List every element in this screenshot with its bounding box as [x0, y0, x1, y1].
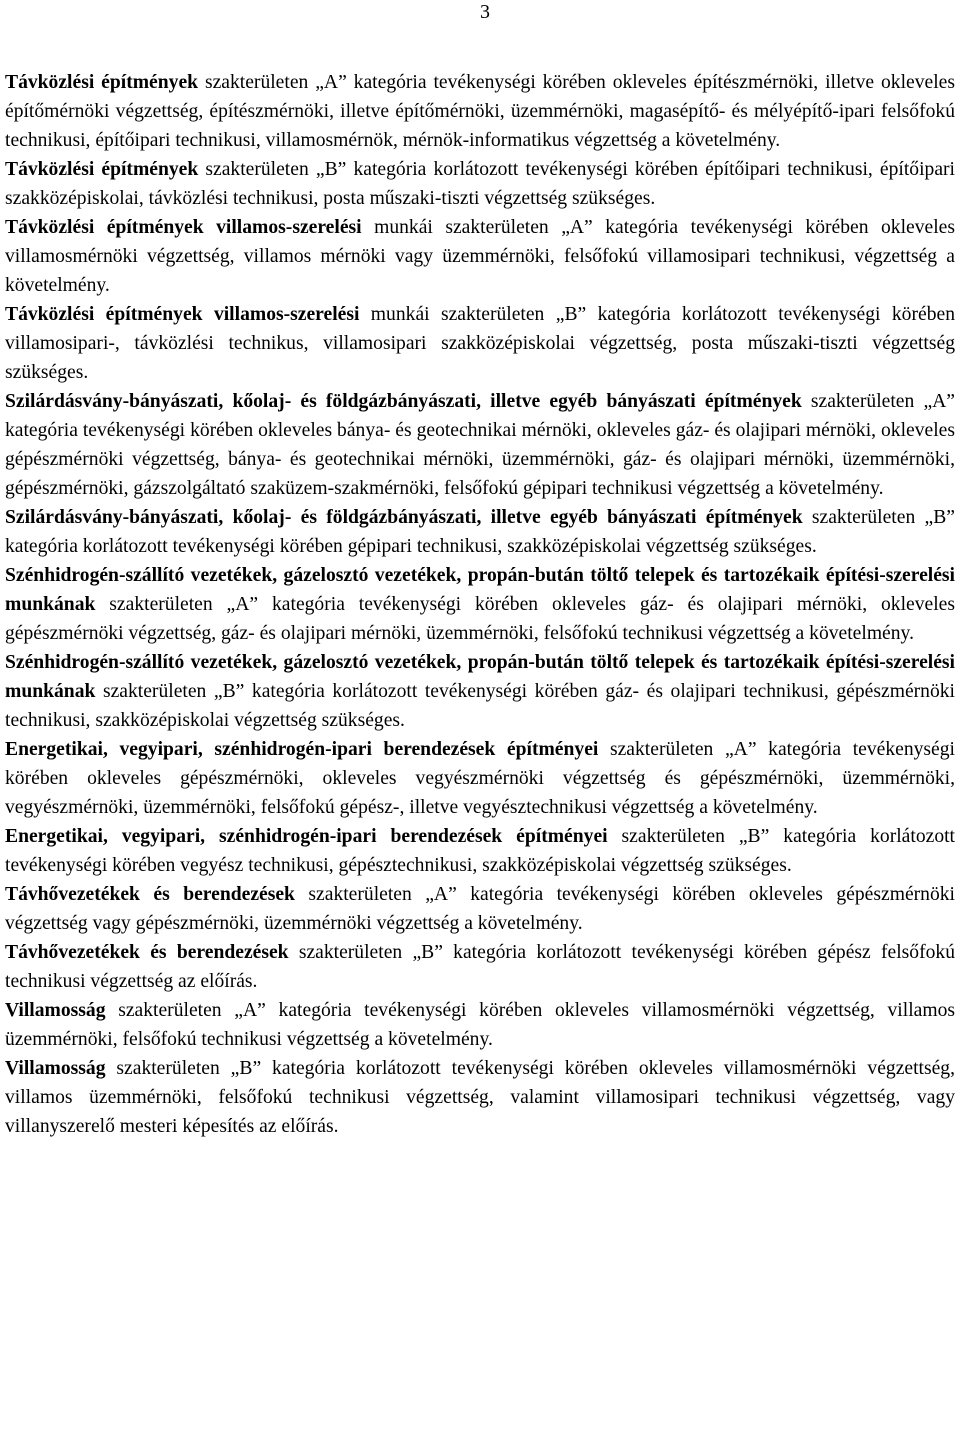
paragraph-heading: Szénhidrogén-szállító vezetékek, gázelosztó vezetékek, propán-bután töltő telepek és tartozékaik építési-szerelési munkának — [5, 652, 955, 702]
paragraph — [5, 735, 955, 822]
paragraph-heading: Energetikai, vegyipari, szénhidrogén-ipari berendezések építményei — [5, 739, 599, 760]
paragraph — [5, 880, 955, 938]
paragraph-text: szakterületen „A” kategória tevékenységi körében okleveles gáz- és olajipari mérnöki, okleveles gépészmérnöki végzettség, gáz- és olajipari mérnöki, üzemmérnöki, felsőfokú technikusi végzettség a követelmény. — [5, 594, 955, 644]
paragraph — [5, 387, 955, 503]
paragraph-text: szakterületen „A” kategória tevékenységi körében okleveles építészmérnöki, illetve okleveles építőmérnöki végzettség, építészmérnöki, illetve építőmérnöki, üzemmérnöki, magasépítő- és mélyépítő-ipari felsőfokú technikusi, építőipari technikusi, villamosmérnök, mérnök-informatikus végzettség a követelmény. — [5, 72, 955, 151]
paragraph — [5, 938, 955, 996]
paragraph-heading: Szilárdásvány-bányászati, kőolaj- és földgázbányászati, illetve egyéb bányászati építmények — [5, 391, 802, 412]
paragraph-text: szakterületen „A” kategória tevékenységi körében okleveles gépészmérnöki végzettség vagy gépészmérnöki, üzemmérnöki végzettség a követelmény. — [5, 884, 955, 934]
paragraph-heading: Szilárdásvány-bányászati, kőolaj- és földgázbányászati, illetve egyéb bányászati építmények — [5, 507, 803, 528]
paragraph-text: szakterületen „B” kategória korlátozott tevékenységi körében okleveles villamosmérnöki végzettség, villamos üzemmérnöki, felsőfokú technikusi végzettség, valamint villamosipari technikusi végzettség, vagy villanyszerelő mesteri képesítés az előírás. — [5, 1058, 955, 1137]
paragraph — [5, 213, 955, 300]
paragraph-heading: Távhővezetékek és berendezések — [5, 942, 289, 963]
paragraph — [5, 1054, 955, 1141]
paragraph — [5, 300, 955, 387]
paragraph-text: szakterületen „B” kategória korlátozott tevékenységi körében építőipari technikusi, építőipari szakközépiskolai, távközlési technikusi, posta műszaki-tiszti végzettség szükséges. — [5, 159, 956, 209]
paragraph — [5, 503, 955, 561]
paragraph-text: szakterületen „A” kategória tevékenységi körében okleveles bánya- és geotechnikai mérnöki, okleveles gáz- és olajipari mérnöki, okleveles gépészmérnöki végzettség, bánya- és geotechnikai mérnöki, üzemmérnöki, gáz- és olajipari mérnöki, üzemmérnöki, gépészmérnöki, gázszolgáltató szaküzem-szakmérnöki, felsőfokú gépipari technikusi végzettség a követelmény. — [5, 391, 955, 499]
paragraph-heading: Szénhidrogén-szállító vezetékek, gázelosztó vezetékek, propán-bután töltő telepek és tartozékaik építési-szerelési munkának — [5, 565, 955, 615]
paragraph-heading: Távközlési építmények villamos-szerelési — [5, 304, 360, 325]
paragraph-heading: Energetikai, vegyipari, szénhidrogén-ipari berendezések építményei — [5, 826, 608, 847]
paragraph — [5, 155, 955, 213]
paragraph-heading: Távhővezetékek és berendezések — [5, 884, 295, 905]
paragraph-heading: Távközlési építmények — [5, 72, 199, 93]
paragraph-heading: Villamosság — [5, 1058, 106, 1079]
paragraph-text: szakterületen „B” kategória korlátozott tevékenységi körében vegyész technikusi, gépésztechnikusi, szakközépiskolai végzettség szükséges. — [5, 826, 956, 876]
paragraph — [5, 68, 955, 155]
paragraph-text: szakterületen „A” kategória tevékenységi körében okleveles gépészmérnöki, okleveles vegyészmérnöki végzettség és gépészmérnöki, üzemmérnöki, vegyészmérnöki, üzemmérnöki, felsőfokú gépész-, illetve vegyésztechnikusi végzettség a követelmény. — [5, 739, 955, 818]
paragraph-text: szakterületen „B” kategória korlátozott tevékenységi körében gáz- és olajipari technikusi, gépészmérnöki technikusi, szakközépiskolai végzettség szükséges. — [5, 681, 955, 731]
paragraph-text: munkái szakterületen „B” kategória korlátozott tevékenységi körében villamosipari-, távközlési technikus, villamosipari szakközépiskolai végzettség, posta műszaki-tiszti végzettség szükséges. — [5, 304, 955, 383]
paragraph-text: szakterületen „A” kategória tevékenységi körében okleveles villamosmérnöki végzettség, villamos üzemmérnöki, felsőfokú technikusi végzettség a követelmény. — [5, 1000, 955, 1050]
paragraph — [5, 561, 955, 648]
paragraph-heading: Villamosság — [5, 1000, 106, 1021]
paragraph-heading: Távközlési építmények — [5, 159, 199, 180]
paragraph-text: szakterületen „B” kategória korlátozott tevékenységi körében gépész felsőfokú technikusi végzettség az előírás. — [5, 942, 956, 992]
page-number: 3 — [480, 1, 490, 23]
paragraph-heading: Távközlési építmények villamos-szerelési — [5, 217, 362, 238]
paragraph — [5, 648, 955, 735]
paragraph-text: szakterületen „B” kategória korlátozott tevékenységi körében gépipari technikusi, szakközépiskolai végzettség szükséges. — [5, 507, 955, 557]
document-body — [5, 68, 955, 1141]
paragraph-text: munkái szakterületen „A” kategória tevékenységi körében okleveles villamosmérnöki végzettség, villamos mérnöki vagy üzemmérnöki, felsőfokú villamosipari technikusi, végzettség a követelmény. — [5, 217, 955, 296]
paragraph — [5, 996, 955, 1054]
paragraph — [5, 822, 955, 880]
